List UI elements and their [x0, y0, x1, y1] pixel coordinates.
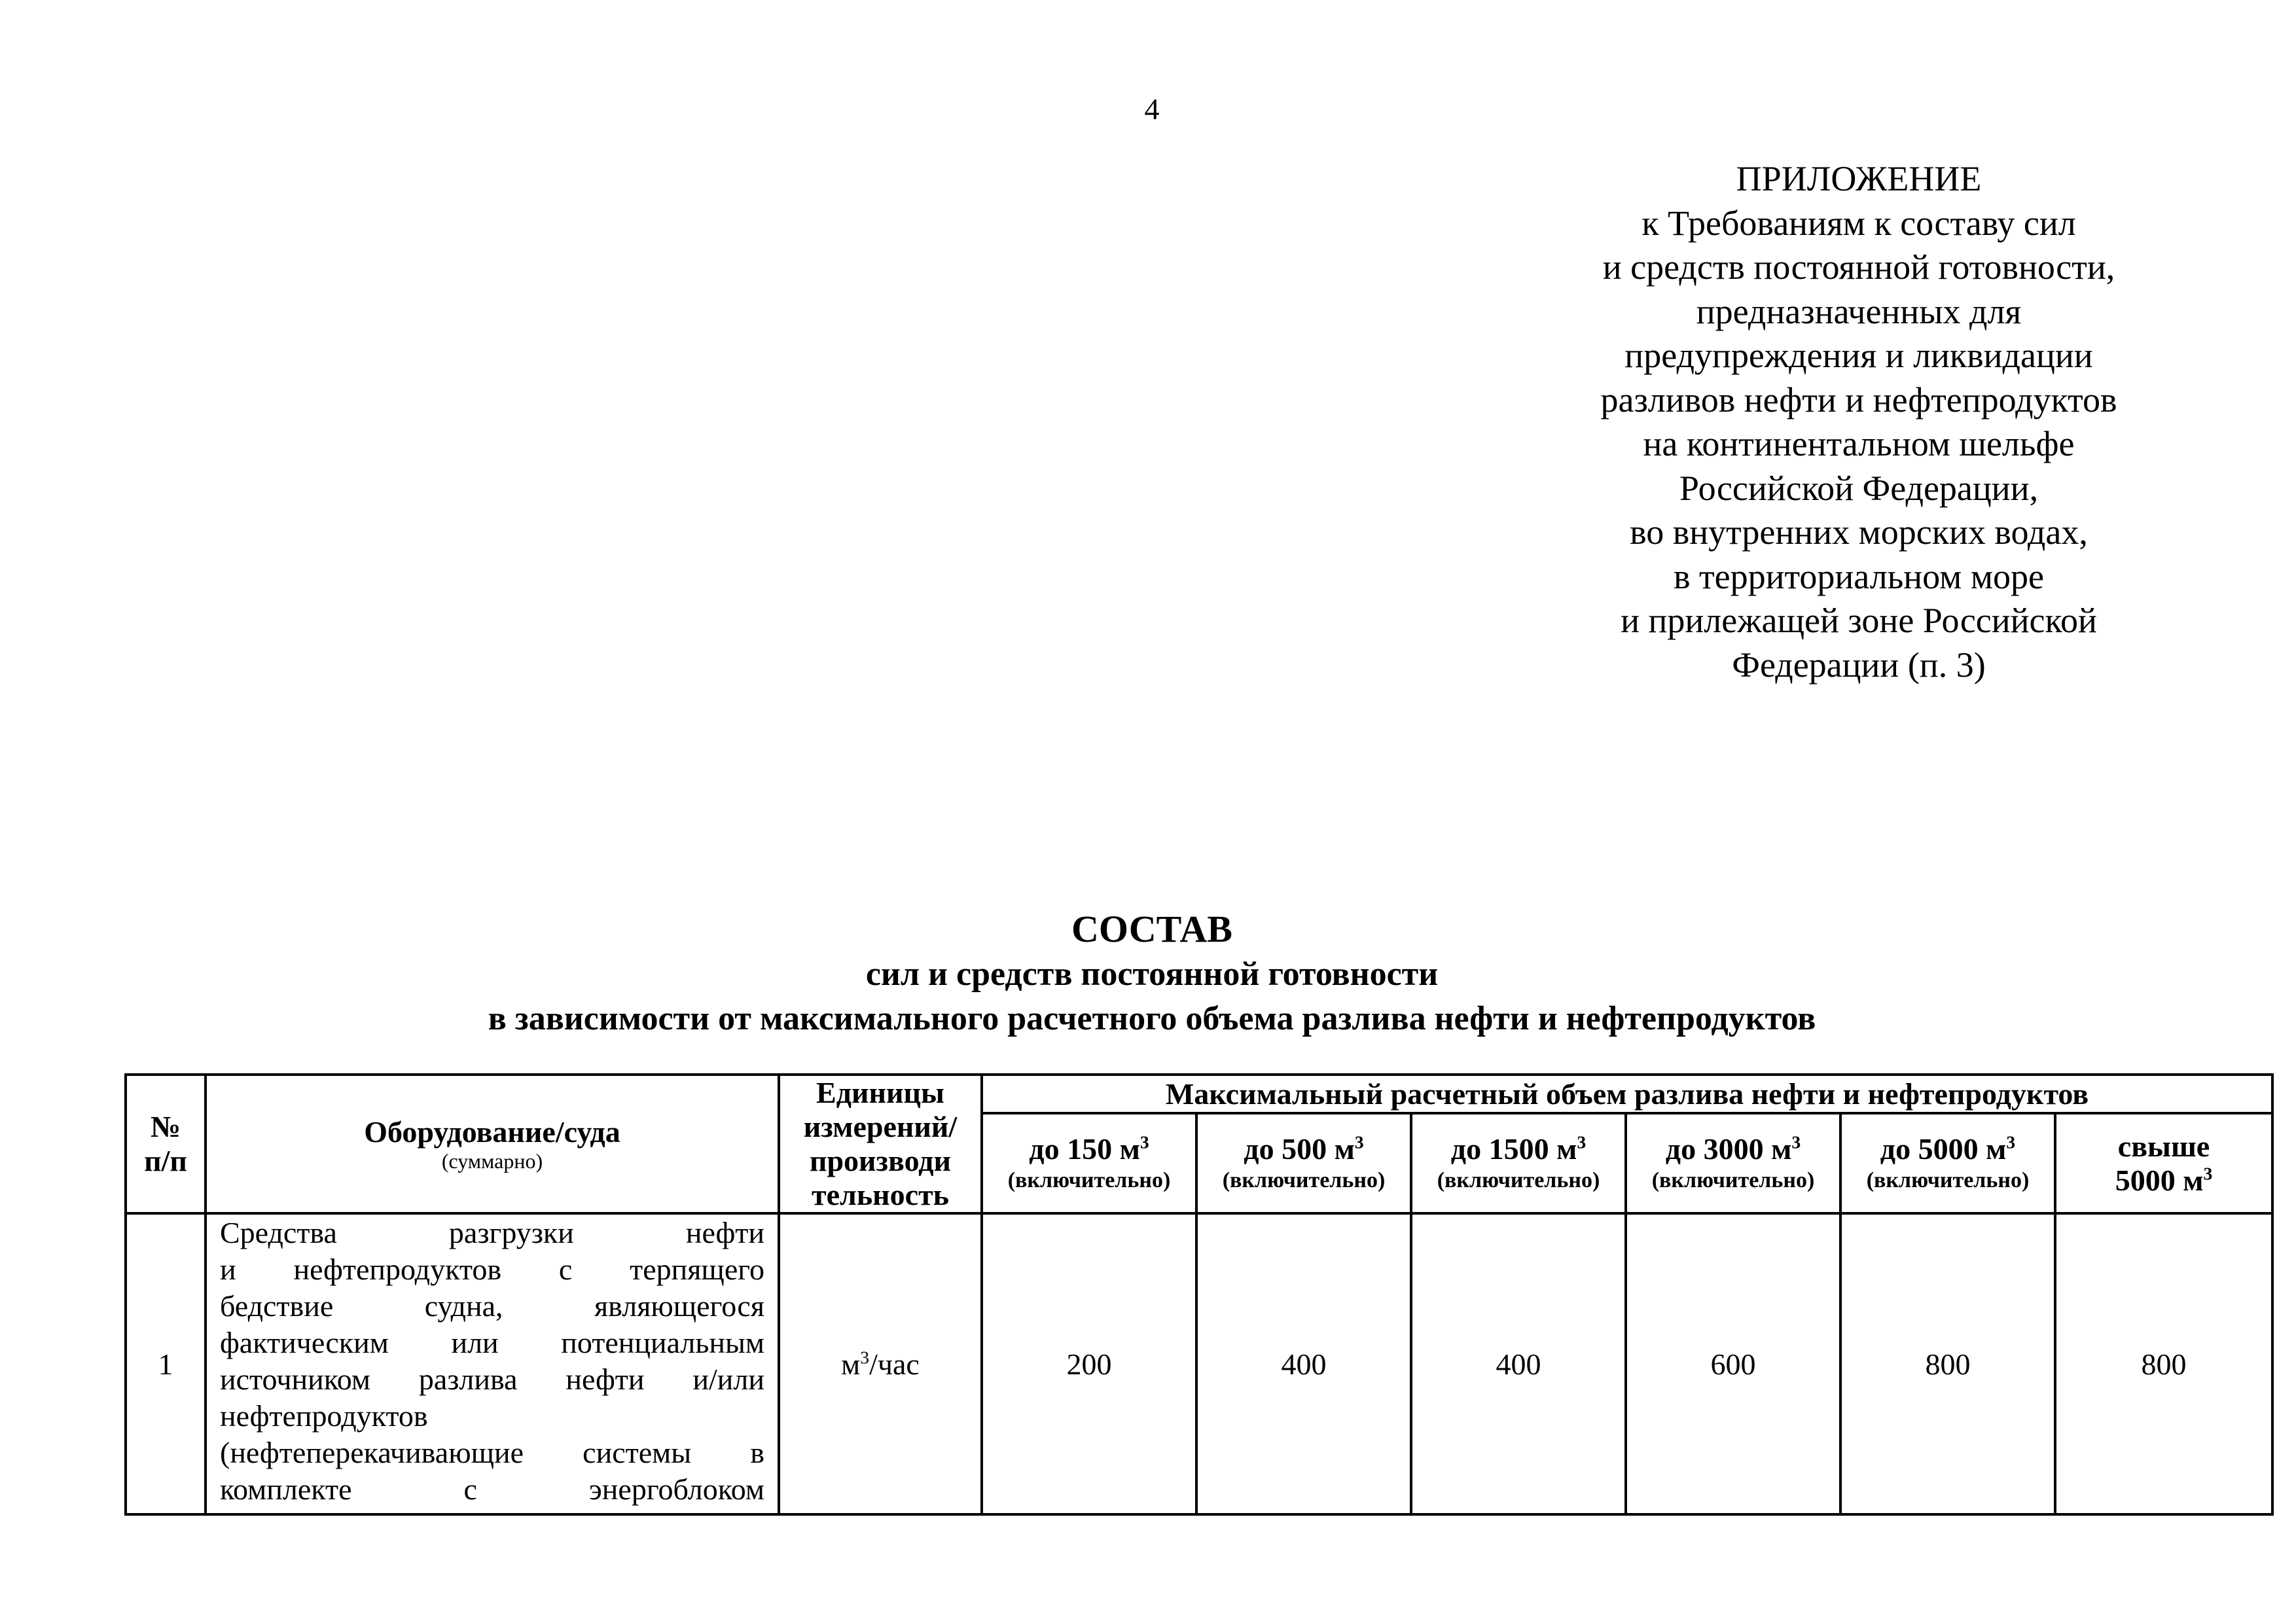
volume-col-note: (включительно) — [1651, 1168, 1815, 1192]
unit-sup: 3 — [860, 1347, 870, 1368]
volume-col-sup: 3 — [2203, 1163, 2213, 1184]
row-unit — [779, 1213, 982, 1514]
volume-col-label: до 3000 м — [1665, 1132, 1792, 1166]
title-line-3: в зависимости от максимального расчетного объема разлива нефти и нефтепродуктов — [488, 1000, 1816, 1037]
header-units-line: измерений/ — [803, 1110, 958, 1143]
appendix-line: и прилежащей зоне Российской — [1621, 601, 2097, 640]
header-equipment-label: Оборудование/суда — [364, 1115, 620, 1149]
header-equipment — [206, 1075, 779, 1213]
table-row — [126, 1213, 2272, 1514]
volume-col-label: до 500 м — [1244, 1132, 1355, 1166]
appendix-line: предупреждения и ликвидации — [1624, 336, 2093, 375]
description-line: и нефтепродуктов с терпящего — [220, 1253, 764, 1286]
description-line: фактическим или потенциальным — [220, 1326, 764, 1359]
table-header-row — [126, 1075, 2272, 1113]
volume-col-sup: 3 — [1791, 1132, 1801, 1152]
header-volume-col — [1626, 1113, 1840, 1213]
volume-col-label: до 150 м — [1029, 1132, 1140, 1166]
volume-col-note: (включительно) — [1007, 1168, 1171, 1192]
volume-col-note: (включительно) — [1222, 1168, 1386, 1192]
volume-col-sup: 3 — [1139, 1132, 1149, 1152]
volume-col-label: свыше — [2117, 1129, 2210, 1163]
row-description — [206, 1213, 779, 1514]
header-volume-col — [1411, 1113, 1626, 1213]
appendix-heading: ПРИЛОЖЕНИЕ — [1736, 159, 1982, 198]
appendix-line: предназначенных для — [1696, 291, 2022, 331]
appendix-line: в территориальном море — [1674, 556, 2044, 596]
volume-col-note: (включительно) — [1437, 1168, 1600, 1192]
volume-col-sup: 3 — [1354, 1132, 1364, 1152]
document-title — [196, 906, 2108, 1041]
header-volume-group: Максимальный расчетный объем разлива нефти и нефтепродуктов — [982, 1075, 2272, 1113]
appendix-line: к Требованиям к составу сил — [1641, 203, 2076, 243]
header-units-line: Единицы — [816, 1076, 944, 1109]
page-number: 4 — [1144, 92, 1160, 126]
header-number-line2: п/п — [144, 1144, 187, 1177]
row-number: 1 — [126, 1213, 206, 1514]
volume-col-label: до 1500 м — [1450, 1132, 1577, 1166]
header-volume-col — [982, 1113, 1196, 1213]
description-line: комплекте с энергоблоком — [220, 1472, 764, 1506]
header-number-line1: № — [150, 1110, 181, 1143]
unit-base: м — [841, 1347, 861, 1381]
appendix-line: Российской Федерации, — [1679, 468, 2039, 508]
header-number — [126, 1075, 206, 1213]
appendix-line: во внутренних морских водах, — [1630, 512, 2088, 552]
appendix-line: и средств постоянной готовности, — [1602, 247, 2115, 287]
header-volume-col — [2055, 1113, 2272, 1213]
header-volume-col — [1196, 1113, 1411, 1213]
description-line: (нефтеперекачивающие системы в — [220, 1436, 764, 1469]
title-line-2: сил и средств постоянной готовности — [865, 955, 1439, 993]
appendix-line: Федерации (п. 3) — [1732, 645, 1986, 685]
description-line: Средства разгрузки нефти — [220, 1216, 764, 1249]
appendix-block — [1479, 157, 2238, 687]
row-value: 600 — [1626, 1213, 1840, 1514]
volume-col-sup: 3 — [2006, 1132, 2016, 1152]
header-volume-col — [1840, 1113, 2055, 1213]
header-units-line: производи — [809, 1144, 952, 1177]
row-value: 800 — [2055, 1213, 2272, 1514]
volume-col-label: до 5000 м — [1880, 1132, 2007, 1166]
description-line: источником разлива нефти и/или — [220, 1363, 764, 1396]
header-units-line: тельность — [812, 1178, 949, 1211]
header-units — [779, 1075, 982, 1213]
row-value: 800 — [1840, 1213, 2055, 1514]
description-line: бедствие судна, являющегося — [220, 1289, 764, 1323]
volume-col-label-2: 5000 м — [2115, 1163, 2204, 1197]
row-value: 400 — [1411, 1213, 1626, 1514]
appendix-line: разливов нефти и нефтепродуктов — [1600, 380, 2117, 419]
appendix-line: на континентальном шельфе — [1643, 424, 2075, 463]
title-main: СОСТАВ — [1071, 908, 1232, 950]
row-value: 200 — [982, 1213, 1196, 1514]
unit-rest: /час — [869, 1347, 920, 1381]
description-line: нефтепродуктов — [220, 1399, 428, 1433]
composition-table — [124, 1073, 2274, 1516]
header-equipment-note: (суммарно) — [441, 1149, 543, 1173]
row-value: 400 — [1196, 1213, 1411, 1514]
volume-col-note: (включительно) — [1866, 1168, 2030, 1192]
volume-col-sup: 3 — [1577, 1132, 1587, 1152]
